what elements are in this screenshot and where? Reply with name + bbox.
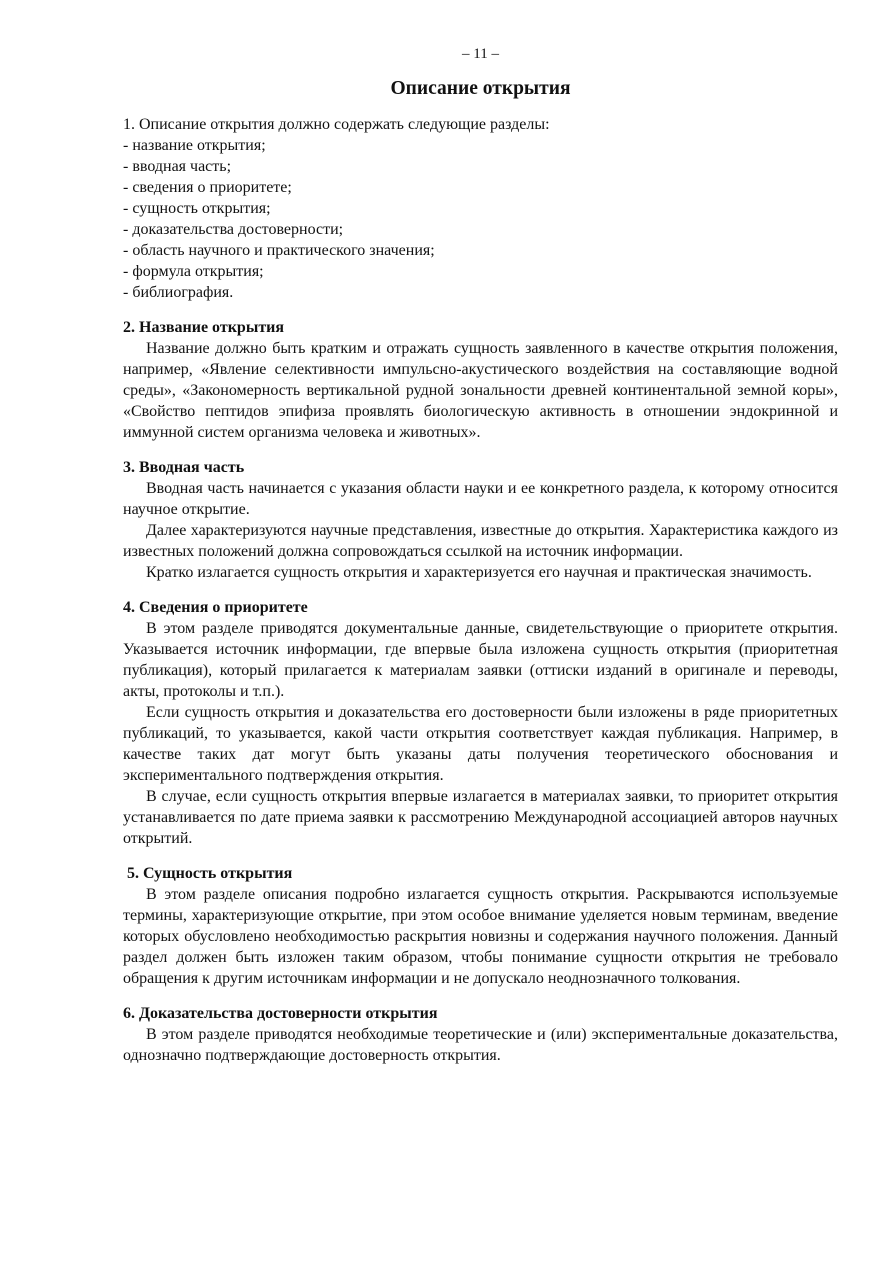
section-heading: 5. Сущность открытия [127, 865, 293, 882]
list-item: - название открытия; [123, 137, 266, 154]
section-heading: 2. Название открытия [123, 319, 285, 336]
list-item: - вводная часть; [123, 158, 232, 175]
section-heading: 4. Сведения о приоритете [123, 599, 308, 616]
section-intro [123, 457, 838, 583]
list-lead: 1. Описание открытия должно содержать следующие разделы: [123, 116, 550, 133]
document-page [123, 44, 838, 1066]
section-priority [123, 597, 838, 849]
section-evidence [123, 1003, 838, 1066]
section-heading: 6. Доказательства достоверности открытия [123, 1005, 438, 1022]
list-item: - область научного и практического значения; [123, 242, 435, 259]
list-item: - доказательства достоверности; [123, 221, 344, 238]
paragraph: В этом разделе приводятся документальные данные, свидетельствующие о приоритете открытия. Указывается источник информации, где впервые была изложена сущность открытия (приоритетная публикация), который прилагается к материалам заявки (оттиски изданий в оригинале и переводы, акты, протоколы и т.п.). [123, 620, 838, 700]
paragraph: В этом разделе описания подробно излагается сущность открытия. Раскрываются используемые термины, характеризующие открытие, при этом особое внимание уделяется новым терминам, введение которых обусловлено необходимостью раскрытия новизны и содержания научного положения. Данный раздел должен быть изложен таким образом, чтобы понимание сущности открытия не требовало обращения к другим источникам информации и не допускало неоднозначного толкования. [123, 886, 838, 987]
paragraph: Далее характеризуются научные представления, известные до открытия. Характеристика каждого из известных положений должна сопровождаться ссылкой на источник информации. [123, 522, 838, 560]
paragraph: Название должно быть кратким и отражать сущность заявленного в качестве открытия положения, например, «Явление селективности импульсно-акустического воздействия на составляющие водной среды», «Закономерность вертикальной рудной зональности древней континентальной земной коры», «Свойство пептидов эпифиза проявлять биологическую активность в отношении эндокринной и иммунной систем организма человека и животных». [123, 340, 838, 441]
paragraph: Кратко излагается сущность открытия и характеризуется его научная и практическая значимость. [146, 564, 812, 581]
section-name [123, 317, 838, 443]
list-item: - формула открытия; [123, 263, 264, 280]
list-item: - сущность открытия; [123, 200, 271, 217]
contents-list [123, 114, 838, 303]
list-item: - библиография. [123, 284, 234, 301]
section-essence [123, 863, 838, 989]
section-heading: 3. Вводная часть [123, 459, 245, 476]
paragraph: В этом разделе приводятся необходимые теоретические и (или) экспериментальные доказательства, однозначно подтверждающие достоверность открытия. [123, 1026, 838, 1064]
paragraph: В случае, если сущность открытия впервые излагается в материалах заявки, то приоритет открытия устанавливается по дате приема заявки к рассмотрению Международной ассоциацией авторов научных открытий. [123, 788, 838, 847]
list-item: - сведения о приоритете; [123, 179, 292, 196]
paragraph: Если сущность открытия и доказательства его достоверности были изложены в ряде приоритетных публикаций, то указывается, какой части открытия соответствует каждая публикация. Например, в качестве таких дат могут быть указаны даты получения теоретического обоснования и экспериментального подтверждения открытия. [123, 704, 838, 784]
page-title: Описание открытия [390, 78, 571, 99]
paragraph: Вводная часть начинается с указания области науки и ее конкретного раздела, к которому относится научное открытие. [123, 480, 838, 518]
page-number: – 11 – [462, 46, 499, 62]
